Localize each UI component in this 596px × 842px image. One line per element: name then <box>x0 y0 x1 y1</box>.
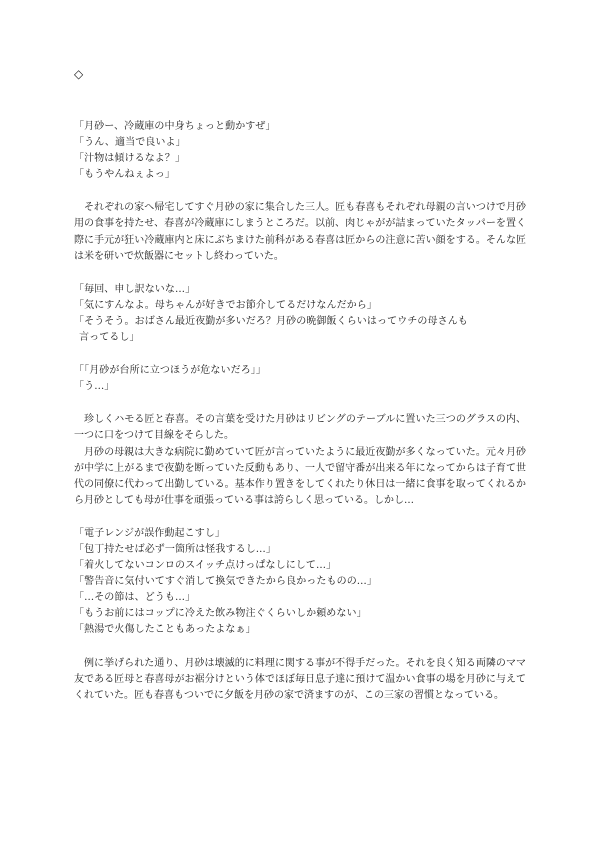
dialogue-line: 「う…」 <box>74 381 115 393</box>
dialogue-block-4 <box>74 526 526 639</box>
dialogue-block-1 <box>74 119 526 183</box>
narration-paragraph: 月砂の母親は大きな病院に勤めていて匠が言っていたように最近夜勤が多くなっていた。元々月砂が中学に上がるまで夜勤を断っていた反動もあり、一人で留守番が出来る年になってからは子育て世代の同僚に代わって出勤している。基本作り置きをしてくれたり休日は一緒に食事を取ってくれるから月砂としても母が仕事を頑張っている事は誇らしく思っている。しかし… <box>74 446 526 506</box>
narration-block-3 <box>74 656 526 704</box>
dialogue-line: 「「月砂が台所に立つほうが危ないだろ」」 <box>74 365 266 377</box>
dialogue-line: 「気にすんなよ。母ちゃんが好きでお節介してるだけなんだから」 <box>74 299 377 311</box>
narration-paragraph: それぞれの家へ帰宅してすぐ月砂の家に集合した三人。匠も春喜もそれぞれ母親の言いつけで月砂用の食事を持たせ、春喜が冷蔵庫にしまうところだ。以前、肉じゃがが詰まっていたタッパーを置く際に手元が狂い冷蔵庫内と床にぶちまけた前科がある春喜は匠からの注意に苦い顔をする。そんな匠は米を研いで炊飯器にセットし終わっていた。 <box>74 202 526 262</box>
dialogue-line: 「うん、適当で良いよ」 <box>74 137 186 149</box>
document-page <box>74 66 526 721</box>
dialogue-line: 「電子レンジが誤作動起こすし」 <box>74 527 225 539</box>
dialogue-line: 「月砂ー、冷蔵庫の中身ちょっと動かすぜ」 <box>74 121 276 132</box>
narration-paragraph: 例に挙げられた通り、月砂は壊滅的に料理に関する事が不得手だった。それを良く知る両隣のママ友である匠母と春喜母がお裾分けという体でほぼ毎日息子達に預けて温かい食事の場を月砂に与えてくれていた。匠も春喜もついでに夕飯を月砂の家で済ますのが、この三家の習慣となっている。 <box>74 657 526 701</box>
narration-block-2 <box>74 412 526 509</box>
dialogue-line: 「包丁持たせば必ず一箇所は怪我するし…」 <box>74 543 276 555</box>
scene-break-mark: ◇ <box>74 67 84 81</box>
dialogue-line: 「…その節は、どうも…」 <box>74 592 196 604</box>
dialogue-block-3 <box>74 363 526 395</box>
dialogue-line: 「もうやんねぇよっ」 <box>74 169 175 181</box>
dialogue-line: 「汁物は傾けるなよ？」 <box>74 153 186 165</box>
dialogue-line: 「警告音に気付いてすぐ消して換気できたから良かったものの…」 <box>74 576 377 588</box>
dialogue-block-2 <box>74 282 526 346</box>
narration-paragraph: 珍しくハモる匠と春喜。その言葉を受けた月砂はリビングのテーブルに置いた三つのグラスの内、一つに口をつけて目線をそらした。 <box>74 414 526 442</box>
dialogue-line: 「毎回、申し訳ないな…」 <box>74 283 196 295</box>
dialogue-line: 「もうお前にはコップに冷えた飲み物注ぐくらいしか頼めない」 <box>74 608 367 620</box>
dialogue-line: 「着火してないコンロのスイッチ点けっぱなしにして…」 <box>74 560 337 572</box>
dialogue-line: 言ってるし」 <box>79 332 140 344</box>
dialogue-line: 「そうそう。おばさん最近夜勤が多いだろ？月砂の晩御飯くらいはってウチの母さんも <box>74 315 468 327</box>
dialogue-line: 「熱湯で火傷したこともあったよなぁ」 <box>74 624 256 636</box>
narration-block-1 <box>74 200 526 264</box>
